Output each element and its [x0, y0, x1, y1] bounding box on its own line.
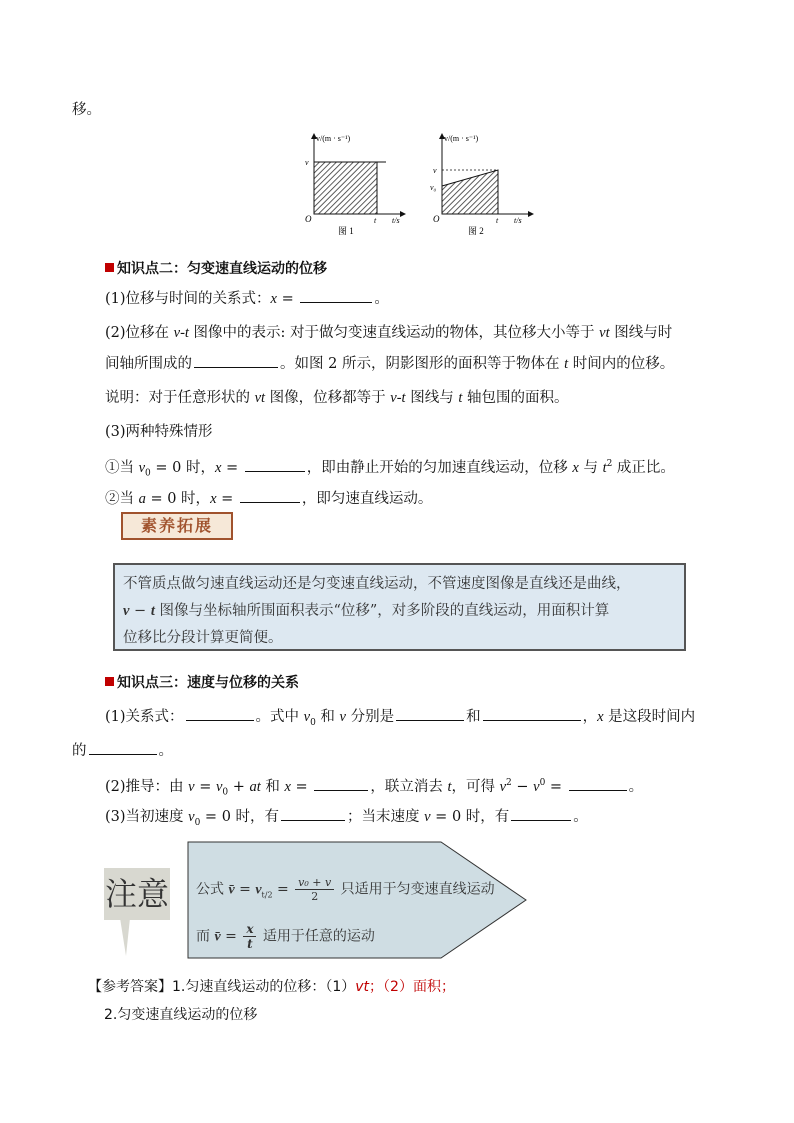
blank[interactable]: [245, 457, 305, 472]
s2-line2: (2)位移在 v-t 图像中的表示: 对于做匀变速直线运动的物体，其位移大小等于 vt 图线与时: [105, 325, 673, 341]
blank[interactable]: [483, 706, 581, 721]
s2-line3: 间轴所围成的 。如图 2 所示，阴影图形的面积等于物体在 t 时间内的位移。: [105, 353, 674, 374]
blank[interactable]: [281, 806, 345, 821]
blank[interactable]: [240, 488, 300, 503]
figure-1: [300, 130, 410, 240]
fig2-caption: 图 2: [468, 226, 484, 236]
section3-title: 知识点三：速度与位移的关系: [105, 672, 299, 692]
note-formula-2: 而 v̄ = $\frac{x}{t}$ 适用于任意的运动: [196, 922, 375, 951]
note-badge: 注意: [104, 868, 170, 920]
s3-line2: 的 。: [72, 740, 173, 761]
extension-line1: 不管质点做匀速直线运动还是匀变速直线运动，不管速度图像是直线还是曲线，: [123, 576, 631, 592]
fig1-ylabel: v/(m · s⁻¹): [316, 134, 351, 143]
s3-line4: (3)当初速度 $v_0 = 0$ 时，有 ；当末速度 v = 0 时，有 。: [105, 806, 588, 833]
fig1-v-label: v: [305, 158, 309, 167]
fig2-origin: O: [433, 214, 440, 224]
fig1-taxis-label: t/s: [392, 216, 400, 225]
extension-line2: v − t 图像与坐标轴所围面积表示“位移”，对多阶段的直线运动，用面积计算: [123, 603, 610, 619]
literacy-extension-tag: 素养拓展: [121, 512, 233, 540]
fig2-v0-label: v₀: [430, 183, 437, 192]
figure-2: [428, 130, 538, 240]
fig1-caption: 图 1: [338, 226, 354, 236]
fig2-v-label: v: [433, 166, 437, 175]
s2-line5: ①当 $v_0 = 0$ 时，x = ，即由静止开始的匀加速直线运动，位移 x 与 $t^2$ 成正比。: [105, 454, 675, 484]
blank[interactable]: [89, 740, 157, 755]
s3-line1: (1)关系式： 。式中 $v_0$ 和 v 分别是 和 ，x 是这段时间内: [105, 706, 695, 733]
extension-line3: 位移比分段计算更简便。: [123, 630, 283, 646]
blank[interactable]: [511, 806, 571, 821]
extension-box: [113, 563, 686, 651]
fig2-t-label: t: [496, 216, 499, 225]
s2-line6: ②当 a = 0 时，x = ，即匀速直线运动。: [105, 488, 432, 509]
blank[interactable]: [314, 776, 368, 791]
note-formula-1: 公式 v̄ = $v_{t/2}$ = $\frac{\text{v₀ + v}}{2}$ 只适用于匀变速直线运动: [196, 876, 495, 903]
section-marker-icon: [105, 263, 114, 272]
blank[interactable]: [396, 706, 464, 721]
blank[interactable]: [569, 776, 627, 791]
blank[interactable]: [194, 353, 278, 368]
fig1-origin: O: [305, 214, 312, 224]
section-marker-icon: [105, 677, 114, 686]
answer-line2: 2.匀变速直线运动的位移: [104, 1007, 258, 1023]
fig1-t-label: t: [374, 216, 377, 225]
fig2-taxis-label: t/s: [514, 216, 522, 225]
s2-line4: (3)两种特殊情形: [105, 424, 213, 440]
note-pointer-icon: [116, 918, 136, 958]
fig1-shaded-area: [314, 162, 377, 214]
fig2-ylabel: v/(m · s⁻¹): [444, 134, 479, 143]
blank[interactable]: [186, 706, 254, 721]
blank[interactable]: [300, 288, 372, 303]
fig2-shaded-area: [442, 170, 498, 214]
s3-line3: (2)推导：由 $v = v_0$ + at 和 x = ，联立消去 t，可得 $v^2 - v^0$ = 。: [105, 773, 643, 803]
s2-note: 说明：对于任意形状的 vt 图像，位移都等于 v-t 图线与 t 轴包围的面积。: [105, 390, 569, 406]
top-text: 移。: [72, 102, 101, 118]
answer-line1: 【参考答案】1.匀速直线运动的位移：（1）vt；（2）面积；: [88, 979, 455, 995]
section2-title: 知识点二：匀变速直线运动的位移: [105, 258, 327, 278]
s2-line1: (1)位移与时间的关系式：x = 。: [105, 288, 389, 309]
